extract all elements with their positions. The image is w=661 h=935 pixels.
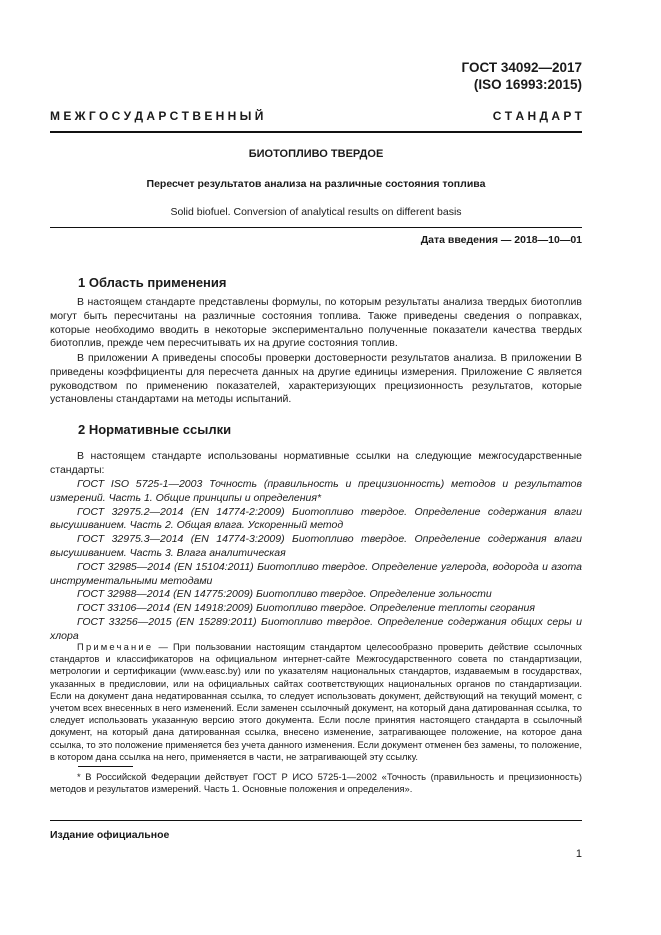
introduction-date: Дата введения — 2018—10—01 bbox=[420, 234, 582, 246]
section-2-paragraph-1-text: В настоящем стандарте использованы нормативные ссылки на следующие межгосударственные стандарты: bbox=[50, 450, 582, 476]
reference-item: ГОСТ 32975.2—2014 (EN 14774-2:2009) Биотопливо твердое. Определение содержания влаги высушиванием. Часть 2. Общая влага. Ускоренный метод bbox=[50, 505, 582, 532]
section-2-paragraph-1 bbox=[50, 450, 582, 478]
gost-code: ГОСТ 34092—2017 bbox=[461, 60, 582, 75]
reference-item: ГОСТ 32988—2014 (EN 14775:2009) Биотопливо твердое. Определение зольности bbox=[77, 588, 492, 601]
banner-word-interstate: М Е Ж Г О С У Д А Р С Т В Е Н Н Ы Й bbox=[50, 109, 264, 123]
section-1-paragraph-2 bbox=[50, 352, 582, 407]
reference-item: ГОСТ ISO 5725-1—2003 Точность (правильность и прецизионность) методов и результатов измерений. Часть 1. Общие принципы и определения* bbox=[50, 478, 582, 504]
section-2-heading: 2 Нормативные ссылки bbox=[78, 422, 232, 437]
standard-codes bbox=[462, 59, 582, 93]
reference-item: ГОСТ 32975.3—2014 (EN 14774-3:2009) Биотопливо твердое. Определение содержания влаги высушиванием. Часть 3. Влага аналитическая bbox=[50, 533, 582, 559]
official-edition-label: Издание официальное bbox=[50, 829, 170, 841]
section-1-heading: 1 Область применения bbox=[78, 275, 227, 290]
note-label: Примечание bbox=[77, 641, 154, 652]
reference-item: ГОСТ 32985—2014 (EN 15104:2011) Биотопливо твердое. Определение углерода, водорода и азота инструментальными методами bbox=[50, 560, 582, 587]
note-text: — При пользовании настоящим стандартом целесообразно проверить действие ссылочных стандартов и классификаторов на официальном интернет-сайте Межгосударственного совета по стандартизации, метрологии и сертификации (www.easc.by) или по указателям национальных стандартов, издаваемым в государствах, указанных в предисловии, или на официальных сайтах соответствующих национальных органов по стандартизации. Если на документ дана недатированная ссылка, то следует использовать документ, действующий на текущий момент, с учетом всех внесенных в него изменений. Если заменен ссылочный документ, на который дана датированная ссылка, то следует использовать указанную версию этого документа. Если после принятия настоящего стандарта в ссылочный документ, на который дана датированная ссылка, внесено изменение, затрагивающее положение, на которое дана ссылка, то это положение применяется без учета данного изменения. Если документ отменен без замены, то положение, в котором дана ссылка на него, применяется в части, не затрагивающей эту ссылку. bbox=[50, 641, 582, 762]
section-1-paragraph-1 bbox=[50, 296, 582, 351]
footer-rule bbox=[50, 820, 582, 821]
section-1-paragraph-1-text: В настоящем стандарте представлены формулы, по которым результаты анализа твердых биотоплив могут быть пересчитаны на различные состояния топлива. Также приведены сведения о поправках, которые необходимо вводить в некоторые экспериментально полученные показатели качества твердых биотоплив, прежде чем пересчитывать их на другие состояния топлив. bbox=[50, 296, 582, 350]
footnote bbox=[50, 771, 582, 795]
banner-word-standard: С Т А Н Д А Р Т bbox=[492, 109, 582, 123]
document-title: БИОТОПЛИВО ТВЕРДОЕ bbox=[248, 148, 384, 160]
reference-item: ГОСТ 33106—2014 (EN 14918:2009) Биотопливо твердое. Определение теплоты сгорания bbox=[77, 602, 535, 615]
iso-code: (ISO 16993:2015) bbox=[473, 77, 582, 92]
section-1-paragraph-2-text: В приложении А приведены способы проверки достоверности результатов анализа. В приложении В приведены коэффициенты для пересчета данных на другие единицы измерения. Приложение С является руководством по применению показателей, характеризующих прецизионность результатов, которые установлены стандартами на методы испытаний. bbox=[50, 352, 582, 406]
title-rule bbox=[50, 227, 582, 228]
banner-rule bbox=[50, 131, 582, 133]
reference-item: ГОСТ 33256—2015 (EN 15289:2011) Биотопливо твердое. Определение содержания общих серы и хлора bbox=[50, 615, 582, 642]
note-block bbox=[50, 641, 582, 763]
footnote-text: * В Российской Федерации действует ГОСТ Р ИСО 5725-1—2002 «Точность (правильность и прецизионность) методов и результатов измерений. Часть 1. Основные положения и определения». bbox=[50, 771, 582, 795]
english-title: Solid biofuel. Conversion of analytical results on different basis bbox=[170, 206, 462, 218]
page-number: 1 bbox=[575, 848, 582, 860]
document-subtitle: Пересчет результатов анализа на различные состояния топлива bbox=[146, 178, 486, 190]
footnote-separator bbox=[78, 766, 133, 767]
interstate-standard-banner bbox=[50, 109, 582, 129]
normative-references-list bbox=[50, 478, 582, 644]
